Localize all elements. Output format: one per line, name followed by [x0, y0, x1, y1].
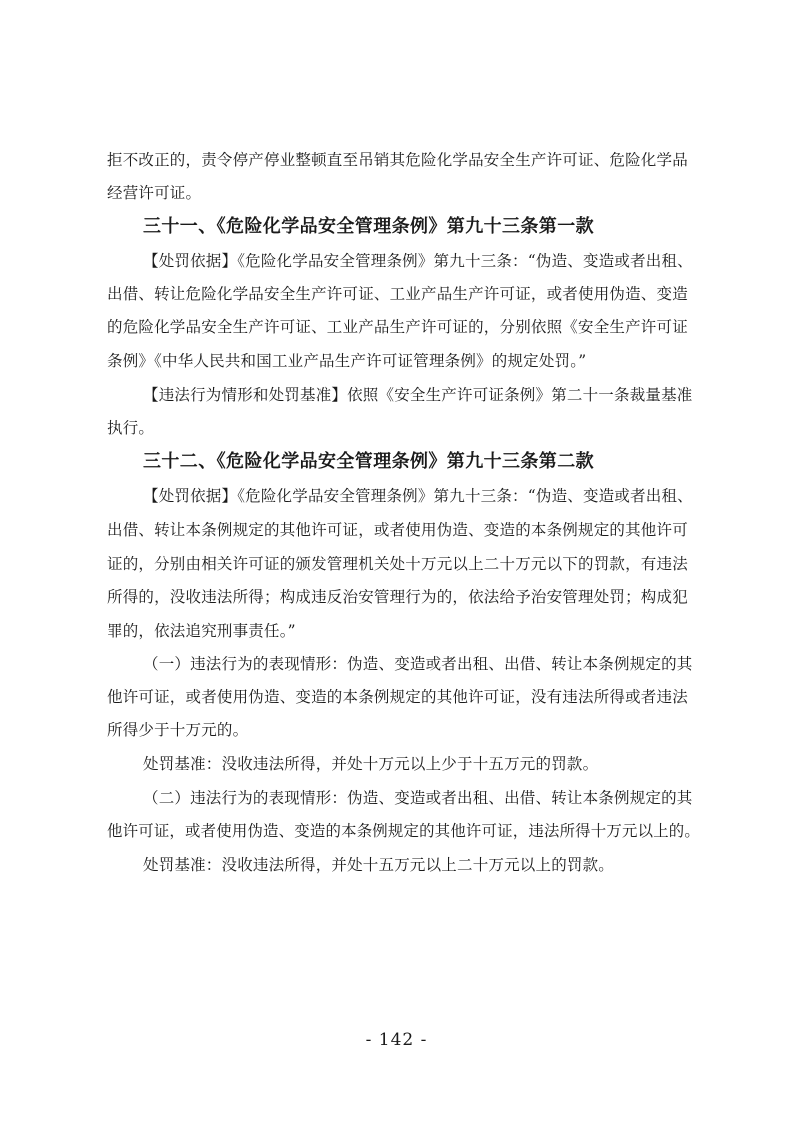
body-text-line: （一）违法行为的表现情形：伪造、变造或者出租、出借、转让本条例规定的其 [143, 655, 693, 673]
body-text-line: 处罚基准：没收违法所得，并处十五万元以上二十万元以上的罚款。 [143, 856, 615, 874]
body-text-line: 他许可证，或者使用伪造、变造的本条例规定的其他许可证，没有违法所得或者违法 [107, 688, 688, 706]
body-text-line: 出借、转让本条例规定的其他许可证，或者使用伪造、变造的本条例规定的其他许可 [107, 521, 688, 539]
body-text-line: 条例》《中华人民共和国工业产品生产许可证管理条例》的规定处罚。” [107, 352, 587, 370]
body-text-line: 所得的，没收违法所得；构成违反治安管理行为的，依法给予治安管理处罚；构成犯 [107, 588, 688, 606]
body-text-line: 【违法行为情形和处罚基准】依照《安全生产许可证条例》第二十一条裁量基准 [143, 386, 693, 404]
body-text-line: 拒不改正的，责令停产停业整顿直至吊销其危险化学品安全生产许可证、危险化学品 [107, 151, 688, 169]
body-text-line: 处罚基准：没收违法所得，并处十万元以上少于十五万元的罚款。 [143, 755, 599, 773]
body-text-line: 经营许可证。 [107, 184, 202, 202]
body-text-line: 罪的，依法追究刑事责任。” [107, 622, 296, 640]
body-text-line: 出借、转让危险化学品安全生产许可证、工业产品生产许可证，或者使用伪造、变造 [107, 285, 688, 303]
page-number: - 142 - [365, 1030, 428, 1050]
body-text-line: 【处罚依据】《危险化学品安全管理条例》第九十三条：“伪造、变造或者出租、 [143, 252, 693, 270]
body-text-line: 证的，分别由相关许可证的颁发管理机关处十万元以上二十万元以下的罚款，有违法 [107, 555, 688, 573]
body-text-line: 执行。 [107, 419, 155, 437]
body-text-line: 所得少于十万元的。 [107, 721, 249, 739]
body-text-line: 的危险化学品安全生产许可证、工业产品生产许可证的，分别依照《安全生产许可证 [107, 318, 688, 336]
section-heading: 三十一、《危险化学品安全管理条例》第九十三条第一款 [143, 216, 594, 237]
body-text-line: （二）违法行为的表现情形：伪造、变造或者出租、出借、转让本条例规定的其 [143, 789, 693, 807]
body-text-line: 【处罚依据】《危险化学品安全管理条例》第九十三条：“伪造、变造或者出租、 [143, 487, 693, 505]
section-heading: 三十二、《危险化学品安全管理条例》第九十三条第二款 [143, 451, 594, 472]
body-text-line: 他许可证，或者使用伪造、变造的本条例规定的其他许可证，违法所得十万元以上的。 [107, 822, 701, 840]
